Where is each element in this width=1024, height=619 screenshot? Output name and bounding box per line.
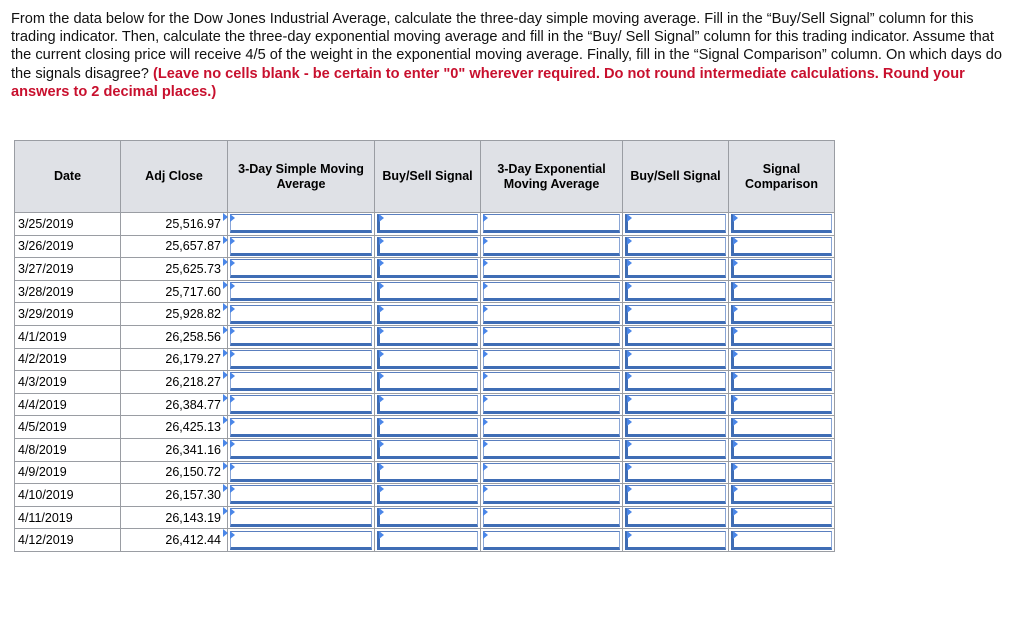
table-row <box>15 438 835 461</box>
sma-input-cell <box>228 461 375 484</box>
signal-comparison-input-cell <box>729 258 835 281</box>
input-marker-icon <box>733 350 738 358</box>
input-marker-icon <box>379 440 384 448</box>
adj-close-cell <box>121 461 228 484</box>
ema-input[interactable] <box>483 259 620 278</box>
ema-input-cell <box>481 461 623 484</box>
sma-signal-input[interactable] <box>377 440 478 459</box>
ema-input[interactable] <box>483 463 620 482</box>
sma-signal-input[interactable] <box>377 463 478 482</box>
ema-signal-input[interactable] <box>625 372 726 391</box>
date-cell: 3/27/2019 <box>15 258 121 281</box>
adj-close-cell <box>121 280 228 303</box>
ema-signal-input-cell <box>623 213 729 236</box>
signal-comparison-input-cell <box>729 438 835 461</box>
input-marker-icon <box>733 372 738 380</box>
signal-comparison-input-cell <box>729 506 835 529</box>
signal-comparison-input-cell <box>729 461 835 484</box>
date-cell: 4/2/2019 <box>15 348 121 371</box>
adj-close-value: 25,625.73 <box>165 261 221 276</box>
sma-signal-input[interactable] <box>377 508 478 527</box>
input-marker-icon <box>733 327 738 335</box>
signal-comparison-input-cell <box>729 348 835 371</box>
input-marker-icon <box>230 327 235 335</box>
moving-average-table <box>14 140 834 579</box>
signal-comparison-input-cell <box>729 393 835 416</box>
signal-comparison-input[interactable] <box>731 214 832 233</box>
signal-comparison-input-cell <box>729 529 835 552</box>
adj-close-cell <box>121 235 228 258</box>
input-marker-icon <box>483 237 488 245</box>
header-signal-comparison: Signal Comparison <box>729 141 835 213</box>
input-marker-icon <box>733 305 738 313</box>
table-row <box>15 371 835 394</box>
sma-input[interactable] <box>230 372 372 391</box>
input-marker-icon <box>627 485 632 493</box>
input-marker-icon <box>230 485 235 493</box>
input-marker-icon <box>483 259 488 267</box>
input-marker-icon <box>379 214 384 222</box>
sma-input[interactable] <box>230 485 372 504</box>
input-marker-icon <box>733 440 738 448</box>
sma-signal-input-cell <box>375 484 481 507</box>
ema-signal-input[interactable] <box>625 395 726 414</box>
input-marker-icon <box>379 463 384 471</box>
ema-input-cell <box>481 348 623 371</box>
input-marker-icon <box>483 305 488 313</box>
date-cell: 4/11/2019 <box>15 506 121 529</box>
input-marker-icon <box>733 395 738 403</box>
sma-signal-input[interactable] <box>377 259 478 278</box>
ema-signal-input-cell <box>623 280 729 303</box>
input-marker-icon <box>627 237 632 245</box>
signal-comparison-input-cell <box>729 235 835 258</box>
input-marker-icon <box>627 531 632 539</box>
sma-input[interactable] <box>230 237 372 256</box>
input-marker-icon <box>627 259 632 267</box>
sma-input[interactable] <box>230 305 372 324</box>
sma-signal-input-cell <box>375 438 481 461</box>
ema-signal-input[interactable] <box>625 282 726 301</box>
adj-close-cell <box>121 213 228 236</box>
input-marker-icon <box>627 214 632 222</box>
input-marker-icon <box>483 395 488 403</box>
ema-input-cell <box>481 258 623 281</box>
input-marker-icon <box>230 531 235 539</box>
ema-input-cell <box>481 280 623 303</box>
ema-input[interactable] <box>483 282 620 301</box>
input-marker-icon <box>230 395 235 403</box>
ema-signal-input[interactable] <box>625 214 726 233</box>
header-adj-close: Adj Close <box>121 141 228 213</box>
input-marker-icon <box>379 418 384 426</box>
ema-input-cell <box>481 529 623 552</box>
input-marker-icon <box>627 395 632 403</box>
table-row <box>15 506 835 529</box>
sma-input[interactable] <box>230 463 372 482</box>
header-ema-signal: Buy/Sell Signal <box>623 141 729 213</box>
sma-input[interactable] <box>230 327 372 346</box>
adj-close-value: 26,425.13 <box>165 420 221 435</box>
sma-input-cell <box>228 506 375 529</box>
sma-input-cell <box>228 280 375 303</box>
sma-signal-input[interactable] <box>377 418 478 437</box>
ema-signal-input-cell <box>623 393 729 416</box>
input-marker-icon <box>230 463 235 471</box>
adj-close-value: 26,143.19 <box>165 510 221 525</box>
ema-signal-input-cell <box>623 484 729 507</box>
sma-signal-input[interactable] <box>377 214 478 233</box>
ema-signal-input-cell <box>623 235 729 258</box>
input-marker-icon <box>733 259 738 267</box>
adj-close-value: 25,928.82 <box>165 307 221 322</box>
adj-close-cell <box>121 393 228 416</box>
sma-signal-input-cell <box>375 325 481 348</box>
input-marker-icon <box>483 372 488 380</box>
input-marker-icon <box>627 463 632 471</box>
adj-close-value: 26,218.27 <box>165 374 221 389</box>
input-marker-icon <box>627 350 632 358</box>
sma-input-cell <box>228 235 375 258</box>
adj-close-cell <box>121 303 228 326</box>
input-marker-icon <box>230 282 235 290</box>
sma-input-cell <box>228 371 375 394</box>
ema-input-cell <box>481 325 623 348</box>
signal-comparison-input[interactable] <box>731 372 832 391</box>
signal-comparison-input[interactable] <box>731 282 832 301</box>
ema-signal-input[interactable] <box>625 305 726 324</box>
sma-input[interactable] <box>230 395 372 414</box>
input-marker-icon <box>627 282 632 290</box>
adj-close-cell <box>121 416 228 439</box>
input-marker-icon <box>627 418 632 426</box>
sma-signal-input-cell <box>375 258 481 281</box>
ema-signal-input[interactable] <box>625 418 726 437</box>
sma-input[interactable] <box>230 259 372 278</box>
ema-signal-input-cell <box>623 506 729 529</box>
ema-input-cell <box>481 416 623 439</box>
question-text <box>11 10 1009 101</box>
ema-signal-input[interactable] <box>625 237 726 256</box>
ema-input-cell <box>481 213 623 236</box>
sma-signal-input-cell <box>375 280 481 303</box>
ema-signal-input-cell <box>623 461 729 484</box>
sma-input-cell <box>228 348 375 371</box>
header-row <box>15 141 835 213</box>
sma-signal-input-cell <box>375 506 481 529</box>
sma-input-cell <box>228 303 375 326</box>
signal-comparison-input[interactable] <box>731 463 832 482</box>
input-marker-icon <box>230 508 235 516</box>
sma-input-cell <box>228 393 375 416</box>
ema-signal-input-cell <box>623 438 729 461</box>
date-cell: 4/1/2019 <box>15 325 121 348</box>
input-marker-icon <box>733 418 738 426</box>
ema-input[interactable] <box>483 418 620 437</box>
ema-signal-input[interactable] <box>625 508 726 527</box>
input-marker-icon <box>379 305 384 313</box>
sma-input-cell <box>228 325 375 348</box>
input-marker-icon <box>379 259 384 267</box>
ema-input-cell <box>481 438 623 461</box>
sma-input-cell <box>228 258 375 281</box>
ema-input[interactable] <box>483 350 620 369</box>
sma-signal-input-cell <box>375 371 481 394</box>
signal-comparison-input-cell <box>729 371 835 394</box>
adj-close-cell <box>121 348 228 371</box>
sma-input[interactable] <box>230 350 372 369</box>
input-marker-icon <box>230 418 235 426</box>
ema-input-cell <box>481 393 623 416</box>
ema-input[interactable] <box>483 395 620 414</box>
signal-comparison-input-cell <box>729 325 835 348</box>
ema-signal-input-cell <box>623 529 729 552</box>
sma-signal-input[interactable] <box>377 372 478 391</box>
adj-close-cell <box>121 529 228 552</box>
adj-close-value: 25,657.87 <box>165 239 221 254</box>
ema-signal-input-cell <box>623 348 729 371</box>
signal-comparison-input-cell <box>729 280 835 303</box>
ema-signal-input-cell <box>623 303 729 326</box>
input-marker-icon <box>483 531 488 539</box>
signal-comparison-input[interactable] <box>731 531 832 550</box>
sma-signal-input-cell <box>375 393 481 416</box>
signal-comparison-input[interactable] <box>731 259 832 278</box>
sma-signal-input[interactable] <box>377 237 478 256</box>
ema-input[interactable] <box>483 440 620 459</box>
input-marker-icon <box>627 440 632 448</box>
table-row <box>15 393 835 416</box>
input-marker-icon <box>483 350 488 358</box>
ema-input-cell <box>481 371 623 394</box>
ema-input-cell <box>481 303 623 326</box>
sma-input[interactable] <box>230 508 372 527</box>
signal-comparison-input[interactable] <box>731 237 832 256</box>
input-marker-icon <box>483 282 488 290</box>
table-row <box>15 325 835 348</box>
sma-signal-input[interactable] <box>377 350 478 369</box>
signal-comparison-input[interactable] <box>731 440 832 459</box>
input-marker-icon <box>483 463 488 471</box>
ema-input[interactable] <box>483 485 620 504</box>
signal-comparison-input[interactable] <box>731 327 832 346</box>
signal-comparison-input-cell <box>729 416 835 439</box>
ema-signal-input-cell <box>623 258 729 281</box>
table-row <box>15 258 835 281</box>
sma-signal-input[interactable] <box>377 305 478 324</box>
question-body: From the data below for the Dow Jones Industrial Average, calculate the three-day simple moving average. Fill in the “Buy/Sell Signal” column for this trading indicator. Then, calculate the three-day exponential moving average and fill in the “Buy/ Sell Signal” column for this trading indicator. Assume that the current closing price will receive 4/5 of the weight in the exponential moving average. Finally, fill in the “Signal Comparison” column. On which days do the signals disagree? <box>11 11 1002 82</box>
table-row <box>15 213 835 236</box>
ema-signal-input[interactable] <box>625 327 726 346</box>
signal-comparison-input[interactable] <box>731 485 832 504</box>
input-marker-icon <box>483 327 488 335</box>
input-marker-icon <box>230 259 235 267</box>
adj-close-value: 25,516.97 <box>165 216 221 231</box>
sma-signal-input-cell <box>375 235 481 258</box>
date-cell: 3/29/2019 <box>15 303 121 326</box>
table-row <box>15 529 835 552</box>
header-ema: 3-Day Exponential Moving Average <box>481 141 623 213</box>
ema-signal-input[interactable] <box>625 485 726 504</box>
signal-comparison-input[interactable] <box>731 350 832 369</box>
ema-signal-input[interactable] <box>625 350 726 369</box>
table-row <box>15 484 835 507</box>
signal-comparison-input-cell <box>729 213 835 236</box>
date-cell: 4/9/2019 <box>15 461 121 484</box>
adj-close-cell <box>121 484 228 507</box>
ema-signal-input[interactable] <box>625 259 726 278</box>
adj-close-value: 25,717.60 <box>165 284 221 299</box>
adj-close-cell <box>121 438 228 461</box>
sma-signal-input-cell <box>375 529 481 552</box>
input-marker-icon <box>483 214 488 222</box>
signal-comparison-input[interactable] <box>731 305 832 324</box>
ema-input[interactable] <box>483 327 620 346</box>
ema-input[interactable] <box>483 508 620 527</box>
input-marker-icon <box>379 485 384 493</box>
date-cell: 4/3/2019 <box>15 371 121 394</box>
input-marker-icon <box>733 237 738 245</box>
date-cell: 3/25/2019 <box>15 213 121 236</box>
input-marker-icon <box>733 508 738 516</box>
sma-input[interactable] <box>230 418 372 437</box>
sma-signal-input[interactable] <box>377 485 478 504</box>
input-marker-icon <box>627 327 632 335</box>
table-row <box>15 348 835 371</box>
date-cell: 4/4/2019 <box>15 393 121 416</box>
signal-comparison-input-cell <box>729 303 835 326</box>
ema-signal-input[interactable] <box>625 531 726 550</box>
sma-input[interactable] <box>230 531 372 550</box>
ema-signal-input-cell <box>623 325 729 348</box>
input-marker-icon <box>483 418 488 426</box>
input-marker-icon <box>627 372 632 380</box>
signal-comparison-input[interactable] <box>731 418 832 437</box>
adj-close-value: 26,341.16 <box>165 442 221 457</box>
sma-input-cell <box>228 213 375 236</box>
adj-close-cell <box>121 258 228 281</box>
input-marker-icon <box>230 214 235 222</box>
sma-signal-input[interactable] <box>377 395 478 414</box>
signal-comparison-input[interactable] <box>731 395 832 414</box>
input-marker-icon <box>483 508 488 516</box>
input-marker-icon <box>230 372 235 380</box>
adj-close-value: 26,258.56 <box>165 329 221 344</box>
sma-signal-input-cell <box>375 303 481 326</box>
input-marker-icon <box>379 395 384 403</box>
input-marker-icon <box>379 350 384 358</box>
ema-input-cell <box>481 235 623 258</box>
ema-signal-input-cell <box>623 416 729 439</box>
input-marker-icon <box>483 440 488 448</box>
ema-input-cell <box>481 506 623 529</box>
ema-input[interactable] <box>483 237 620 256</box>
date-cell: 3/28/2019 <box>15 280 121 303</box>
input-marker-icon <box>379 327 384 335</box>
adj-close-cell <box>121 506 228 529</box>
signal-comparison-input[interactable] <box>731 508 832 527</box>
input-marker-icon <box>733 463 738 471</box>
table-row <box>15 280 835 303</box>
ema-input[interactable] <box>483 305 620 324</box>
input-marker-icon <box>379 237 384 245</box>
sma-signal-input-cell <box>375 416 481 439</box>
ema-signal-input[interactable] <box>625 463 726 482</box>
input-marker-icon <box>483 485 488 493</box>
input-marker-icon <box>379 531 384 539</box>
sma-signal-input[interactable] <box>377 282 478 301</box>
adj-close-value: 26,412.44 <box>165 533 221 548</box>
ema-input[interactable] <box>483 214 620 233</box>
ema-input-cell <box>481 484 623 507</box>
sma-input[interactable] <box>230 214 372 233</box>
sma-signal-input-cell <box>375 461 481 484</box>
sma-signal-input[interactable] <box>377 531 478 550</box>
input-marker-icon <box>733 531 738 539</box>
input-marker-icon <box>230 440 235 448</box>
sma-input[interactable] <box>230 440 372 459</box>
input-marker-icon <box>733 485 738 493</box>
sma-signal-input-cell <box>375 213 481 236</box>
ema-signal-input-cell <box>623 371 729 394</box>
ema-input[interactable] <box>483 372 620 391</box>
sma-input-cell <box>228 416 375 439</box>
adj-close-cell <box>121 371 228 394</box>
adj-close-cell <box>121 325 228 348</box>
sma-signal-input-cell <box>375 348 481 371</box>
table-row <box>15 416 835 439</box>
adj-close-value: 26,150.72 <box>165 465 221 480</box>
ema-signal-input[interactable] <box>625 440 726 459</box>
question-instruction: (Leave no cells blank - be certain to enter "0" wherever required. Do not round intermediate calculations. Round your answers to 2 decimal places.) <box>11 65 965 100</box>
date-cell: 4/12/2019 <box>15 529 121 552</box>
signal-comparison-input-cell <box>729 484 835 507</box>
input-marker-icon <box>230 237 235 245</box>
header-date: Date <box>15 141 121 213</box>
header-sma-signal: Buy/Sell Signal <box>375 141 481 213</box>
input-marker-icon <box>379 282 384 290</box>
table-row <box>15 461 835 484</box>
date-cell: 4/8/2019 <box>15 438 121 461</box>
header-sma: 3-Day Simple Moving Average <box>228 141 375 213</box>
table-row <box>15 303 835 326</box>
input-marker-icon <box>627 305 632 313</box>
input-marker-icon <box>230 305 235 313</box>
date-cell: 4/10/2019 <box>15 484 121 507</box>
ema-input[interactable] <box>483 531 620 550</box>
sma-input-cell <box>228 529 375 552</box>
table-row <box>15 235 835 258</box>
input-marker-icon <box>733 282 738 290</box>
adj-close-value: 26,384.77 <box>165 397 221 412</box>
adj-close-value: 26,179.27 <box>165 352 221 367</box>
input-marker-icon <box>733 214 738 222</box>
input-marker-icon <box>230 350 235 358</box>
input-marker-icon <box>379 508 384 516</box>
input-marker-icon <box>379 372 384 380</box>
adj-close-value: 26,157.30 <box>165 487 221 502</box>
sma-input[interactable] <box>230 282 372 301</box>
sma-input-cell <box>228 438 375 461</box>
date-cell: 3/26/2019 <box>15 235 121 258</box>
date-cell: 4/5/2019 <box>15 416 121 439</box>
input-marker-icon <box>627 508 632 516</box>
sma-input-cell <box>228 484 375 507</box>
sma-signal-input[interactable] <box>377 327 478 346</box>
